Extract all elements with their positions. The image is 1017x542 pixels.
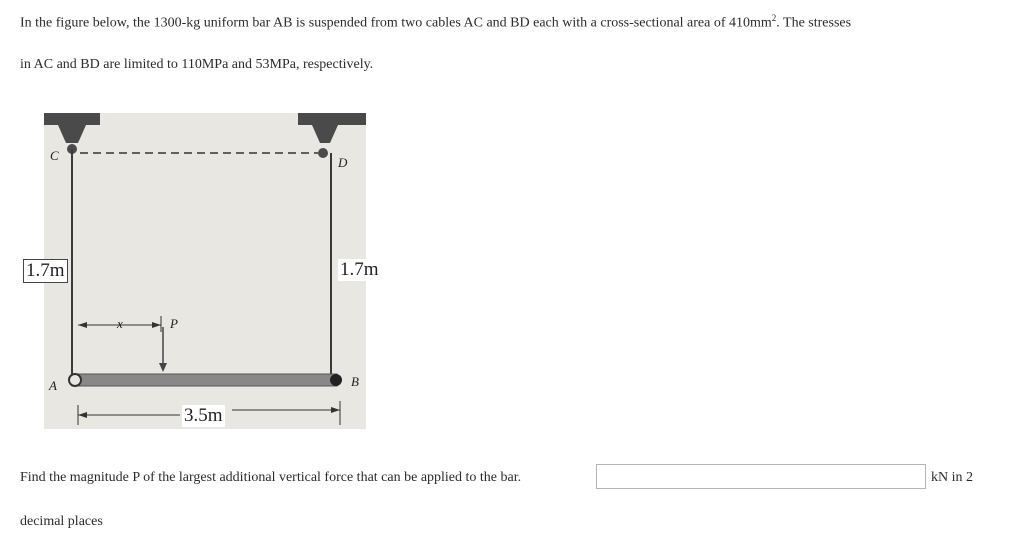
superscript-2: 2 <box>771 13 777 23</box>
load-P-label: P <box>170 316 178 331</box>
bar-AB <box>72 374 337 386</box>
pin-D-icon <box>318 148 328 158</box>
unit-text: kN in 2 <box>931 470 973 485</box>
bar-length-label: 3.5m <box>184 405 223 426</box>
right-cable-length-label: 1.7m <box>340 259 379 280</box>
distance-x-label: x <box>117 316 123 331</box>
point-B-label: B <box>351 374 359 389</box>
answer-input[interactable] <box>596 464 926 489</box>
problem-statement-line-1 <box>20 13 851 32</box>
figure-drawing <box>20 113 366 429</box>
point-A-label: A <box>49 378 57 393</box>
pin-B-icon <box>330 374 342 386</box>
problem-statement-line-2: in AC and BD are limited to 110MPa and 53MPa, respectively. <box>20 57 374 72</box>
pin-A-icon <box>69 374 81 386</box>
point-C-label: C <box>50 148 59 163</box>
bar-cable-figure <box>20 113 379 429</box>
problem-text-tail: . The stresses <box>776 15 852 31</box>
point-D-label: D <box>338 155 348 170</box>
problem-text-main: In the figure below, the 1300-kg uniform bar AB is suspended from two cables AC and BD each with a cross-sectional area of 410mm <box>20 15 772 31</box>
question-text: Find the magnitude P of the largest additional vertical force that can be applied to the bar. <box>20 470 522 485</box>
left-cable-length-label: 1.7m <box>23 259 68 283</box>
decimal-places-text: decimal places <box>20 514 103 529</box>
